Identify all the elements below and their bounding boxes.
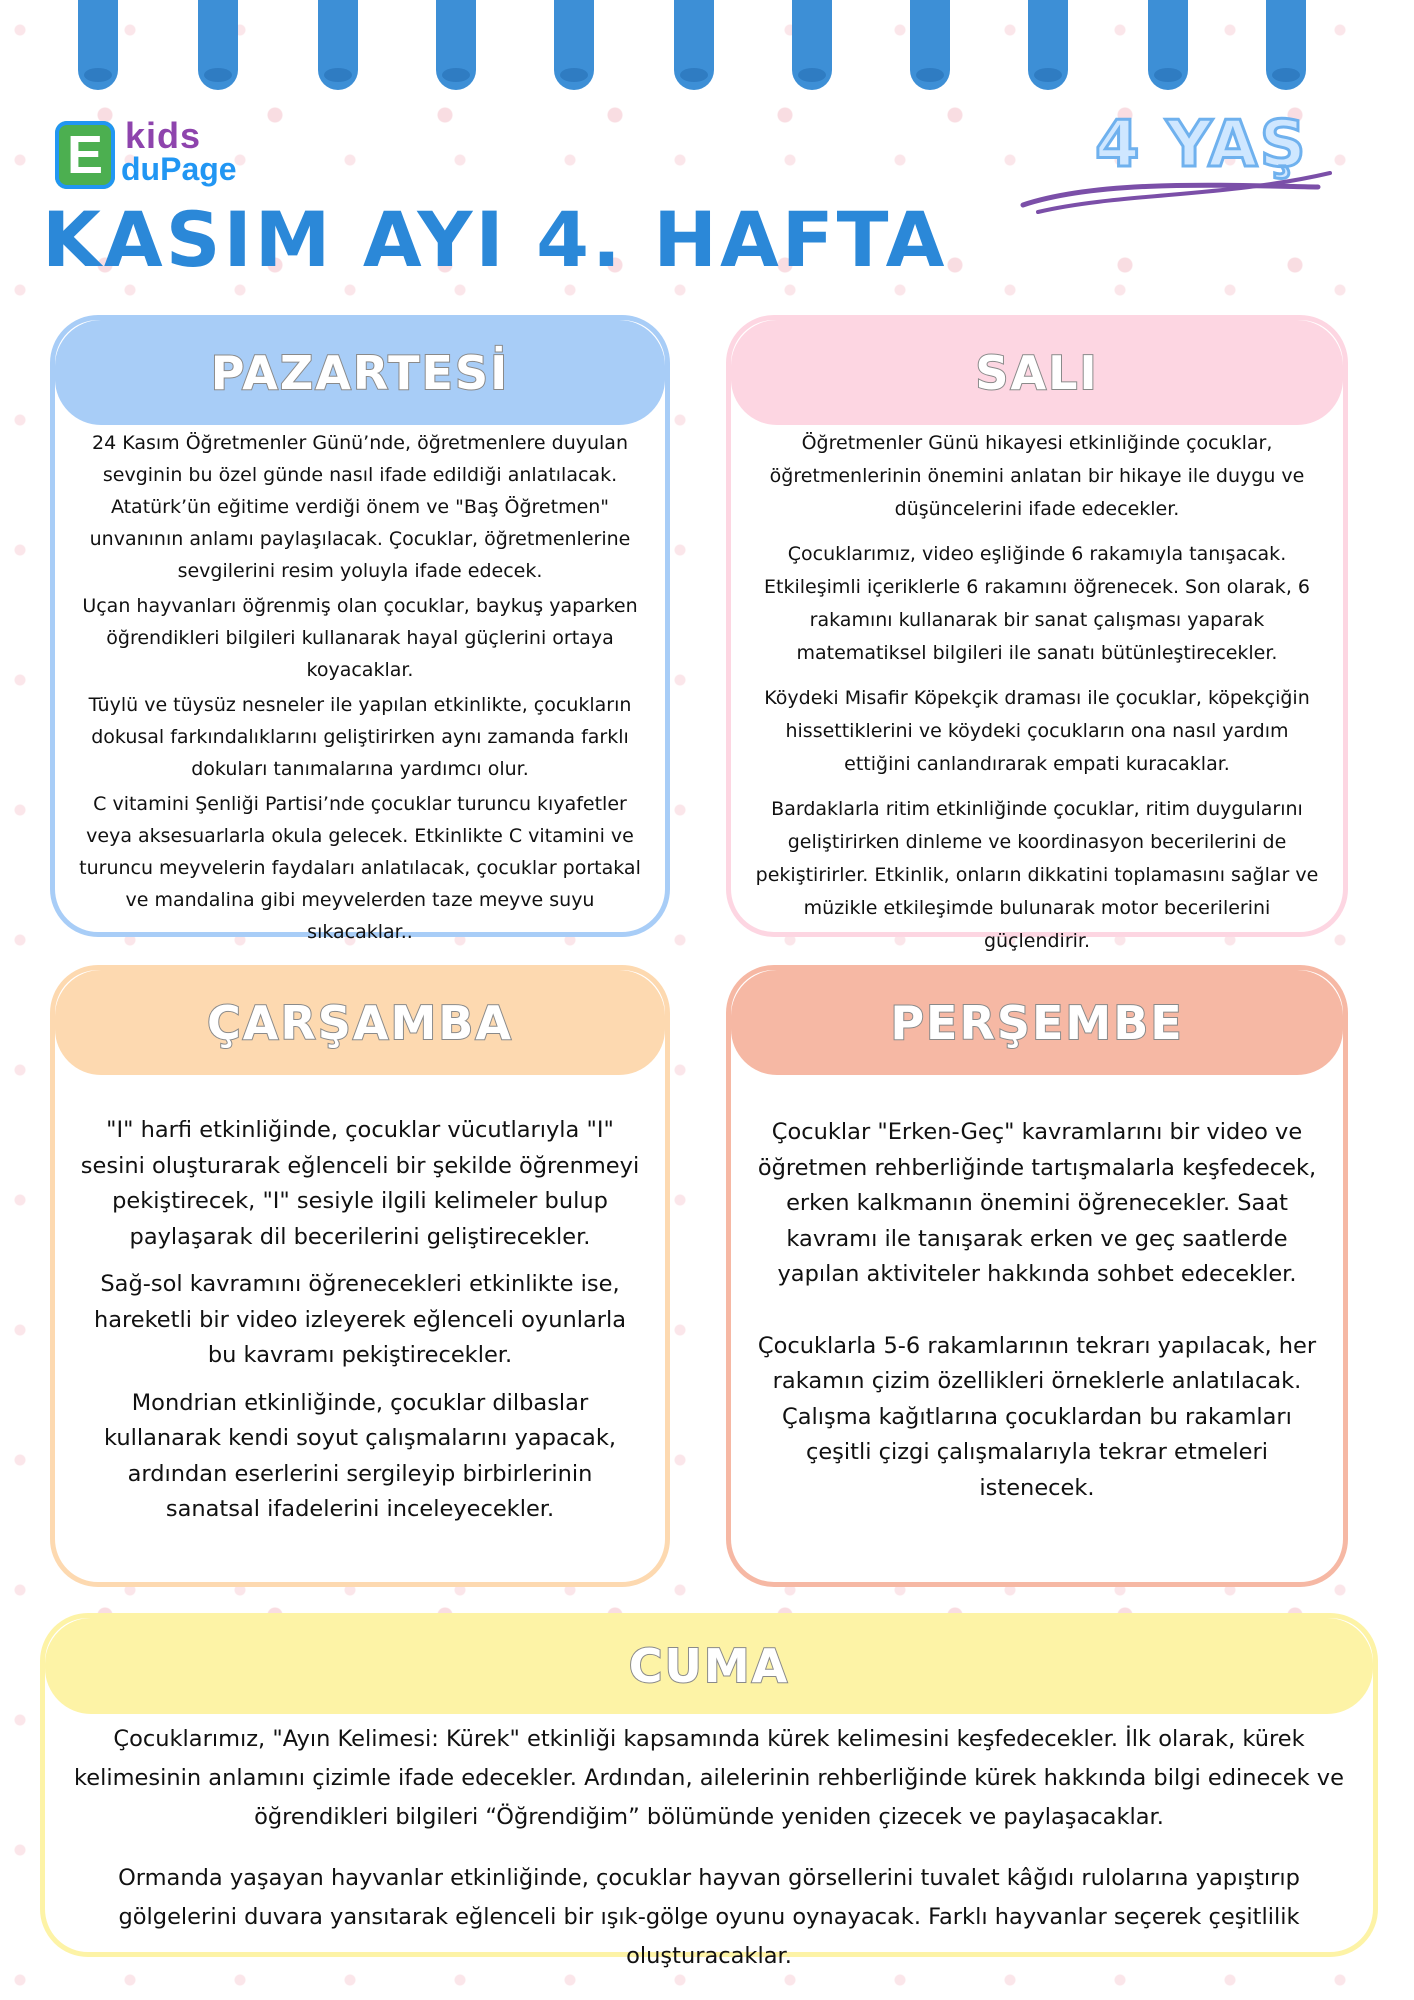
tuesday-title: SALI (975, 345, 1099, 400)
friday-title: CUMA (628, 1639, 790, 1693)
thursday-paragraph: Çocuklar "Erken-Geç" kavramlarını bir video ve öğretmen rehberliğinde tartışmalarla keşfedecek, erken kalkmanın önemini öğrenecekler. Saat kavramı ile tanışarak erken ve geç saatlerde yapılan aktiviteler hakkında sohbet edecekler. (757, 1119, 1317, 1287)
tuesday-paragraph: Bardaklarla ritim etkinliğinde çocuklar, ritim duygularını geliştirirken dinleme ve koordinasyon becerilerini de pekiştirirler. Etkinlik, onların dikkatini toplamasını sağlar ve müzikle etkileşimde bulunarak motor becerilerini güçlendirir. (755, 798, 1319, 952)
swoosh-underline-icon (1018, 165, 1338, 215)
logo-dupage: duPage (121, 151, 237, 187)
logo-kids: kids (125, 115, 202, 156)
monday-paragraph: Tüylü ve tüysüz nesneler ile yapılan etkinlikte, çocukların dokusal farkındalıklarını geliştirirken aynı zamanda farklı dokuları tanımalarına yardımcı olur. (88, 694, 632, 780)
thursday-title: PERŞEMBE (890, 995, 1184, 1050)
tuesday-paragraph: Öğretmenler Günü hikayesi etkinliğinde çocuklar, öğretmenlerinin önemini anlatan bir hikaye ile duygu ve düşüncelerini ifade edecekler. (769, 432, 1305, 520)
friday-card (40, 1613, 1378, 1969)
wednesday-header (55, 970, 665, 1075)
monday-header (55, 320, 665, 425)
friday-paragraph: Çocuklarımız, "Ayın Kelimesi: Kürek" etkinliği kapsamında kürek kelimesini keşfedecekler. İlk olarak, kürek kelimesinin anlamını çizimle ifade edecekler. Ardından, ailelerinin rehberliğinde kürek hakkında bilgi edinecek ve öğrendikleri bilgileri “Öğrendiğim” bölümünde yeniden çizecek ve paylaşacaklar. (74, 1726, 1344, 1830)
friday-body (45, 1714, 1373, 1976)
logo-e: E (55, 121, 115, 189)
binding-ring-icon (792, 0, 832, 90)
binding-ring-icon (78, 0, 118, 90)
tuesday-card (726, 315, 1348, 952)
monday-paragraph: Uçan hayvanları öğrenmiş olan çocuklar, baykuş yaparken öğrendikleri bilgileri kullanarak hayal güçlerini ortaya koyacaklar. (82, 595, 638, 681)
spiral-binding (0, 0, 1414, 95)
binding-ring-icon (436, 0, 476, 90)
tuesday-header (731, 320, 1343, 425)
wednesday-paragraph: "I" harfi etkinliğinde, çocuklar vücutlarıyla "I" sesini oluşturarak eğlenceli bir şekilde öğrenmeyi pekiştirecek, "I" sesiyle ilgili kelimeler bulup paylaşarak dil becerilerini geliştirecekler. (80, 1117, 640, 1250)
binding-ring-icon (910, 0, 950, 90)
binding-ring-icon (198, 0, 238, 90)
age-label: 4 YAŞ (1095, 108, 1308, 182)
tuesday-paragraph: Çocuklarımız, video eşliğinde 6 rakamıyla tanışacak. Etkileşimli içeriklerle 6 rakamını öğrenecek. Son olarak, 6 rakamını kullanarak bir sanat çalışması yaparak matematiksel bilgileri ile sanatı bütünleştirecekler. (764, 543, 1310, 664)
wednesday-paragraph: Mondrian etkinliğinde, çocuklar dilbaslar kullanarak kendi soyut çalışmalarını yapacak, ardından eserlerini sergileyip birbirlerinin sanatsal ifadelerini inceleyecekler. (103, 1389, 617, 1522)
wednesday-title: ÇARŞAMBA (207, 995, 513, 1050)
monday-body (55, 425, 665, 948)
binding-ring-icon (554, 0, 594, 90)
monday-paragraph: 24 Kasım Öğretmenler Günü’nde, öğretmenlere duyulan sevginin bu özel günde nasıl ifade edildiği anlatılacak. Atatürk’ün eğitime verdiği önem ve "Baş Öğretmen" unvanının anlamı paylaşılacak. Çocuklar, öğretmenlerine sevgilerini resim yoluyla ifade edecek. (89, 432, 631, 582)
friday-header (45, 1618, 1373, 1714)
binding-ring-icon (1266, 0, 1306, 90)
thursday-card (726, 965, 1348, 1587)
binding-ring-icon (1148, 0, 1188, 90)
thursday-paragraph: Çocuklarla 5-6 rakamlarının tekrarı yapılacak, her rakamın çizim özellikleri örneklerle anlatılacak. Çalışma kağıtlarına çocuklardan bu rakamları çeşitli çizgi çalışmalarıyla tekrar etmeleri istenecek. (757, 1332, 1317, 1501)
wednesday-paragraph: Sağ-sol kavramını öğrenecekleri etkinlikte ise, hareketli bir video izleyerek eğlenceli oyunlarla bu kavramı pekiştirecekler. (93, 1271, 627, 1368)
binding-ring-icon (318, 0, 358, 90)
thursday-body (731, 1075, 1343, 1506)
wednesday-card (50, 965, 670, 1587)
kids-edupage-logo (55, 115, 235, 195)
binding-ring-icon (674, 0, 714, 90)
binding-ring-icon (1028, 0, 1068, 90)
thursday-header (731, 970, 1343, 1075)
monday-paragraph: C vitamini Şenliği Partisi’nde çocuklar turuncu kıyafetler veya aksesuarlarla okula gelecek. Etkinlikte C vitamini ve turuncu meyvelerin faydaları anlatılacak, çocuklar portakal ve mandalina gibi meyvelerden taze meyve suyu sıkacaklar.. (79, 793, 641, 943)
page-title: KASIM AYI 4. HAFTA (42, 195, 948, 284)
tuesday-body (731, 425, 1343, 958)
monday-title: PAZARTESİ (210, 345, 510, 400)
friday-paragraph: Ormanda yaşayan hayvanlar etkinliğinde, çocuklar hayvan görsellerini tuvalet kâğıdı rulolarına yapıştırıp gölgelerini duvara yansıtarak eğlenceli bir ışık-gölge oyunu oynayacak. Farklı hayvanlar seçerek çeşitlilik oluşturacaklar. (118, 1865, 1300, 1969)
monday-card (50, 315, 670, 943)
tuesday-paragraph: Köydeki Misafir Köpekçik draması ile çocuklar, köpekçiğin hissettiklerini ve köydeki çocukların ona nasıl yardım ettiğini canlandırarak empati kuracaklar. (764, 687, 1310, 775)
wednesday-body (55, 1075, 665, 1528)
